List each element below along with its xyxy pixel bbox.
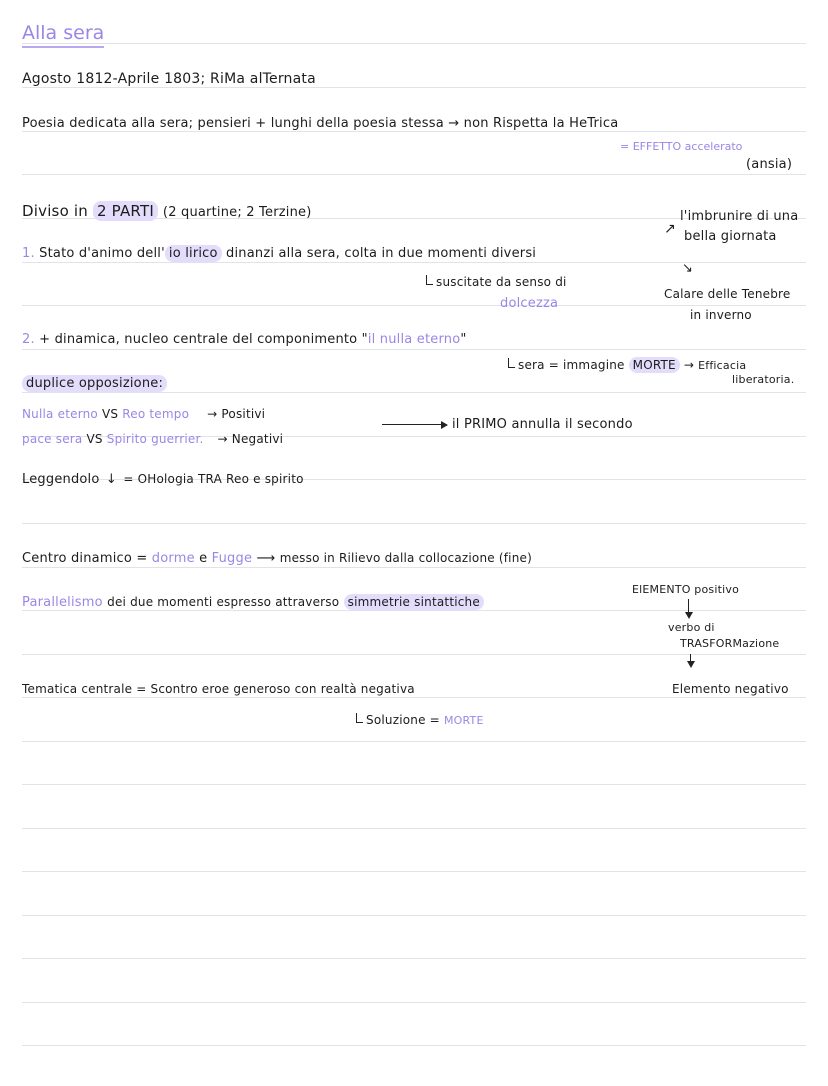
poesia-text: Poesia dedicata alla sera; pensieri + lunghi della poesia stessa xyxy=(22,116,444,131)
centro-pre: Centro dinamico = xyxy=(22,551,148,566)
fugge-term: Fugge xyxy=(211,551,253,566)
part2-number: 2. xyxy=(22,332,35,347)
opposition-2 xyxy=(22,433,283,445)
sera-morte-pre: sera = immagine xyxy=(518,358,625,372)
arrow-icon: → xyxy=(207,407,218,421)
metrica-text: non Rispetta la HeTrica xyxy=(463,116,619,131)
tematica-line: Tematica centrale = Scontro eroe generoso con realtà negativa xyxy=(22,682,415,696)
long-arrow-icon xyxy=(382,424,446,425)
side-imbrunire-1: l'imbrunire di una xyxy=(680,209,799,224)
positivi-label: Positivi xyxy=(221,407,266,421)
parallelismo-mid: dei due momenti espresso attraverso xyxy=(107,595,340,609)
arrow-up-right-icon: ↗ xyxy=(664,221,676,237)
dolcezza-text: dolcezza xyxy=(500,296,559,311)
arrow-icon: → xyxy=(448,116,460,131)
soluzione-line xyxy=(356,713,484,726)
nulla-eterno-text: il nulla eterno xyxy=(367,332,461,347)
primo-annulla-text: il PRIMO annulla il secondo xyxy=(452,417,633,432)
verbo-line-1: verbo di xyxy=(668,621,715,634)
sera-morte-line xyxy=(508,358,746,371)
verbo-line-2: TRASFORMazione xyxy=(680,637,780,650)
corner-arrow-icon xyxy=(508,358,515,368)
arrow-down-icon: ↓ xyxy=(105,472,117,487)
reo-tempo-term: Reo tempo xyxy=(122,407,190,421)
diviso-line xyxy=(22,204,311,219)
highlight-io-lirico: io lirico xyxy=(165,245,222,262)
pace-sera-term: pace sera xyxy=(22,432,83,446)
efficacia-text: Efficacia xyxy=(698,359,747,372)
side-tenebre-1: Calare delle Tenebre xyxy=(664,287,791,301)
negativi-label: Negativi xyxy=(231,432,284,446)
side-tenebre-2: in inverno xyxy=(690,308,752,322)
liberatoria-text: liberatoria. xyxy=(732,373,795,386)
arrow-icon: → xyxy=(683,358,695,372)
arrow-down-icon: ↘ xyxy=(682,261,693,276)
ansia-note: (ansia) xyxy=(746,157,793,172)
effetto-accelerato: = EFFETTO accelerato xyxy=(620,140,743,153)
part2-line xyxy=(22,333,467,346)
part1-pre: Stato d'animo dell' xyxy=(39,246,165,261)
highlight-duplice: duplice opposizione: xyxy=(22,375,167,392)
arrow-down-icon xyxy=(688,599,689,617)
centro-line xyxy=(22,552,532,565)
spirito-guerrier-term: Spirito guerrier. xyxy=(106,432,204,446)
parallelismo-line xyxy=(22,596,484,609)
suscitate-line xyxy=(426,275,567,288)
vs-text: VS xyxy=(86,432,103,446)
centro-post: messo in Rilievo dalla collocazione (fine) xyxy=(279,551,532,565)
arrow-down-icon xyxy=(690,654,691,666)
soluzione-pre: Soluzione = xyxy=(366,713,440,727)
part2-post: " xyxy=(460,332,467,347)
page-title: Alla sera xyxy=(22,24,104,48)
part1-number: 1. xyxy=(22,246,35,261)
e-text: e xyxy=(199,551,208,566)
leggendolo-line xyxy=(22,473,304,486)
elemento-negativo: Elemento negativo xyxy=(672,682,789,696)
opposition-1 xyxy=(22,408,265,420)
leggendolo-pre: Leggendolo xyxy=(22,472,100,487)
date-line: Agosto 1812-Aprile 1803; RiMa alTernata xyxy=(22,71,316,87)
elemento-positivo: ElEMENTO positivo xyxy=(632,583,740,596)
side-imbrunire-2: bella giornata xyxy=(684,229,777,244)
soluzione-morte: MORTE xyxy=(443,714,484,727)
dorme-term: dorme xyxy=(151,551,195,566)
part1-line xyxy=(22,247,536,260)
vs-text: VS xyxy=(101,407,119,421)
leggendolo-post: = OHologia TRA Reo e spirito xyxy=(123,472,304,486)
poesia-line xyxy=(22,117,618,130)
diviso-pre: Diviso in xyxy=(22,202,88,220)
corner-arrow-icon xyxy=(426,275,433,285)
highlight-simmetrie: simmetrie sintattiche xyxy=(344,594,484,610)
highlight-2-parti: 2 PARTI xyxy=(93,201,158,221)
part1-post: dinanzi alla sera, colta in due momenti diversi xyxy=(226,246,537,261)
suscitate-text: suscitate da senso di xyxy=(436,275,567,289)
parallelismo-term: Parallelismo xyxy=(22,595,103,610)
part2-pre: + dinamica, nucleo centrale del componimento " xyxy=(39,332,368,347)
long-arrow-icon: ⟶ xyxy=(256,551,276,566)
diviso-post: (2 quartine; 2 Terzine) xyxy=(162,205,312,220)
corner-arrow-icon xyxy=(356,713,363,723)
arrow-icon: → xyxy=(217,432,228,446)
duplice-line xyxy=(22,377,167,390)
highlight-morte: MORTE xyxy=(629,357,680,373)
nulla-eterno-term: Nulla eterno xyxy=(22,407,98,421)
